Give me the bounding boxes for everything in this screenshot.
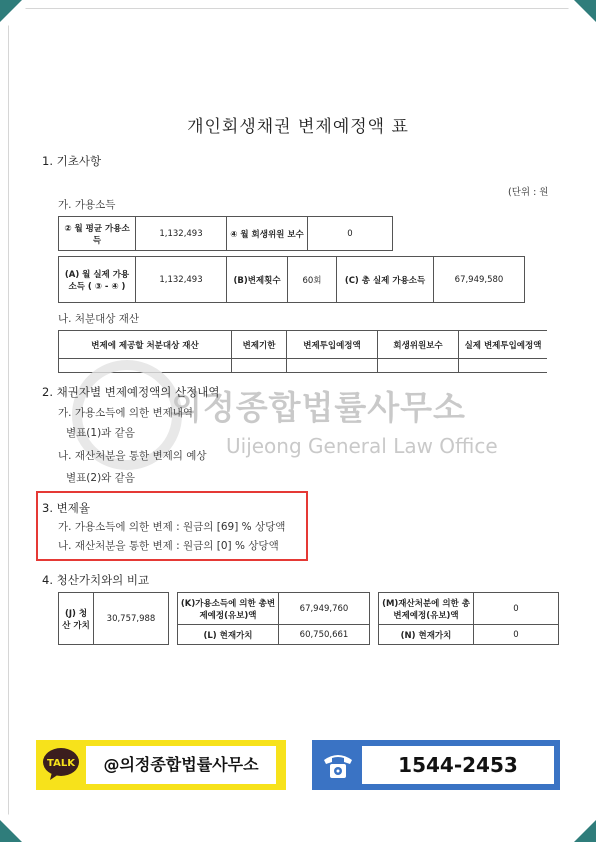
cell-value: 60,750,661 [279,625,370,645]
cell-value: 0 [308,217,393,251]
col-header: 회생위원보수 [378,331,459,359]
cell-label: (A) 월 실제 가용소득 ( ③ - ④ ) [59,257,136,303]
section-1-heading: 1. 기초사항 [42,154,102,168]
cell-label: (N) 현재가치 [379,625,474,645]
income-table [58,216,397,251]
cell-value: 67,949,580 [434,257,525,303]
empty-cell [459,359,548,373]
income-table-2 [58,256,525,303]
cell-label: (L) 현재가치 [178,625,279,645]
col-header: 실제 변제투입예정액 [459,331,548,359]
section-4-heading: 4. 청산가치와의 비교 [42,573,150,587]
empty-cell [378,359,459,373]
section-3-heading: 3. 변제율 [42,501,90,515]
section-3-ga: 가. 가용소득에 의한 변제 : 원금의 [69] % 상당액 [58,521,286,533]
document-title: 개인회생채권 변제예정액 표 [187,117,409,137]
section-1-ga: 가. 가용소득 [58,199,116,211]
kakao-id[interactable]: @의정종합법률사무소 [86,746,276,784]
cell-label: (M)재산처분에 의한 총변제예정(유보)액 [379,593,474,625]
col-header: 변제에 제공할 처분대상 재산 [59,331,232,359]
watermark-text-en: Uijeong General Law Office [226,434,498,458]
cell-label: (C) 총 실제 가용소득 [337,257,434,303]
cell-label: (K)가용소득에 의한 총변제예정(유보)액 [178,593,279,625]
col-header: 변제기한 [232,331,287,359]
liquidation-table [58,592,559,645]
unit-label: (단위 : 원 [508,187,549,198]
section-2-na: 나. 재산처분을 통한 변제의 예상 [58,450,207,462]
phone-icon [320,746,356,784]
section-2-ga: 가. 가용소득에 의한 변제내역 [58,407,194,419]
cell-label: (B)변제횟수 [227,257,288,303]
cell-value: 0 [474,625,559,645]
cell-label: ④ 월 회생위원 보수 [227,217,308,251]
cell-value: 60회 [288,257,337,303]
section-2-ga-note: 별표(1)과 같음 [66,427,135,439]
phone-number[interactable]: 1544-2453 [362,746,554,784]
section-1-na: 나. 처분대상 재산 [58,313,140,325]
svg-text:TALK: TALK [47,758,75,769]
watermark-text: 의정종합법률사무소 [170,388,466,427]
cell-value: 0 [474,593,559,625]
empty-cell [287,359,378,373]
cell-value: 1,132,493 [136,257,227,303]
cell-label: ② 월 평균 가용소득 [59,217,136,251]
section-2-na-note: 별표(2)와 같음 [66,472,135,484]
cell-label: (J) 청산 가치 [59,593,94,645]
empty-cell [232,359,287,373]
cell-value: 30,757,988 [94,593,169,645]
cell-value: 67,949,760 [279,593,370,625]
section-3-na: 나. 재산처분을 통한 변제 : 원금의 [0] % 상당액 [58,540,279,552]
section-2-heading: 2. 채권자별 변제예정액의 산정내역 [42,385,220,399]
col-header: 변제투입예정액 [287,331,378,359]
cell-value: 1,132,493 [136,217,227,251]
kakaotalk-icon [42,746,80,782]
